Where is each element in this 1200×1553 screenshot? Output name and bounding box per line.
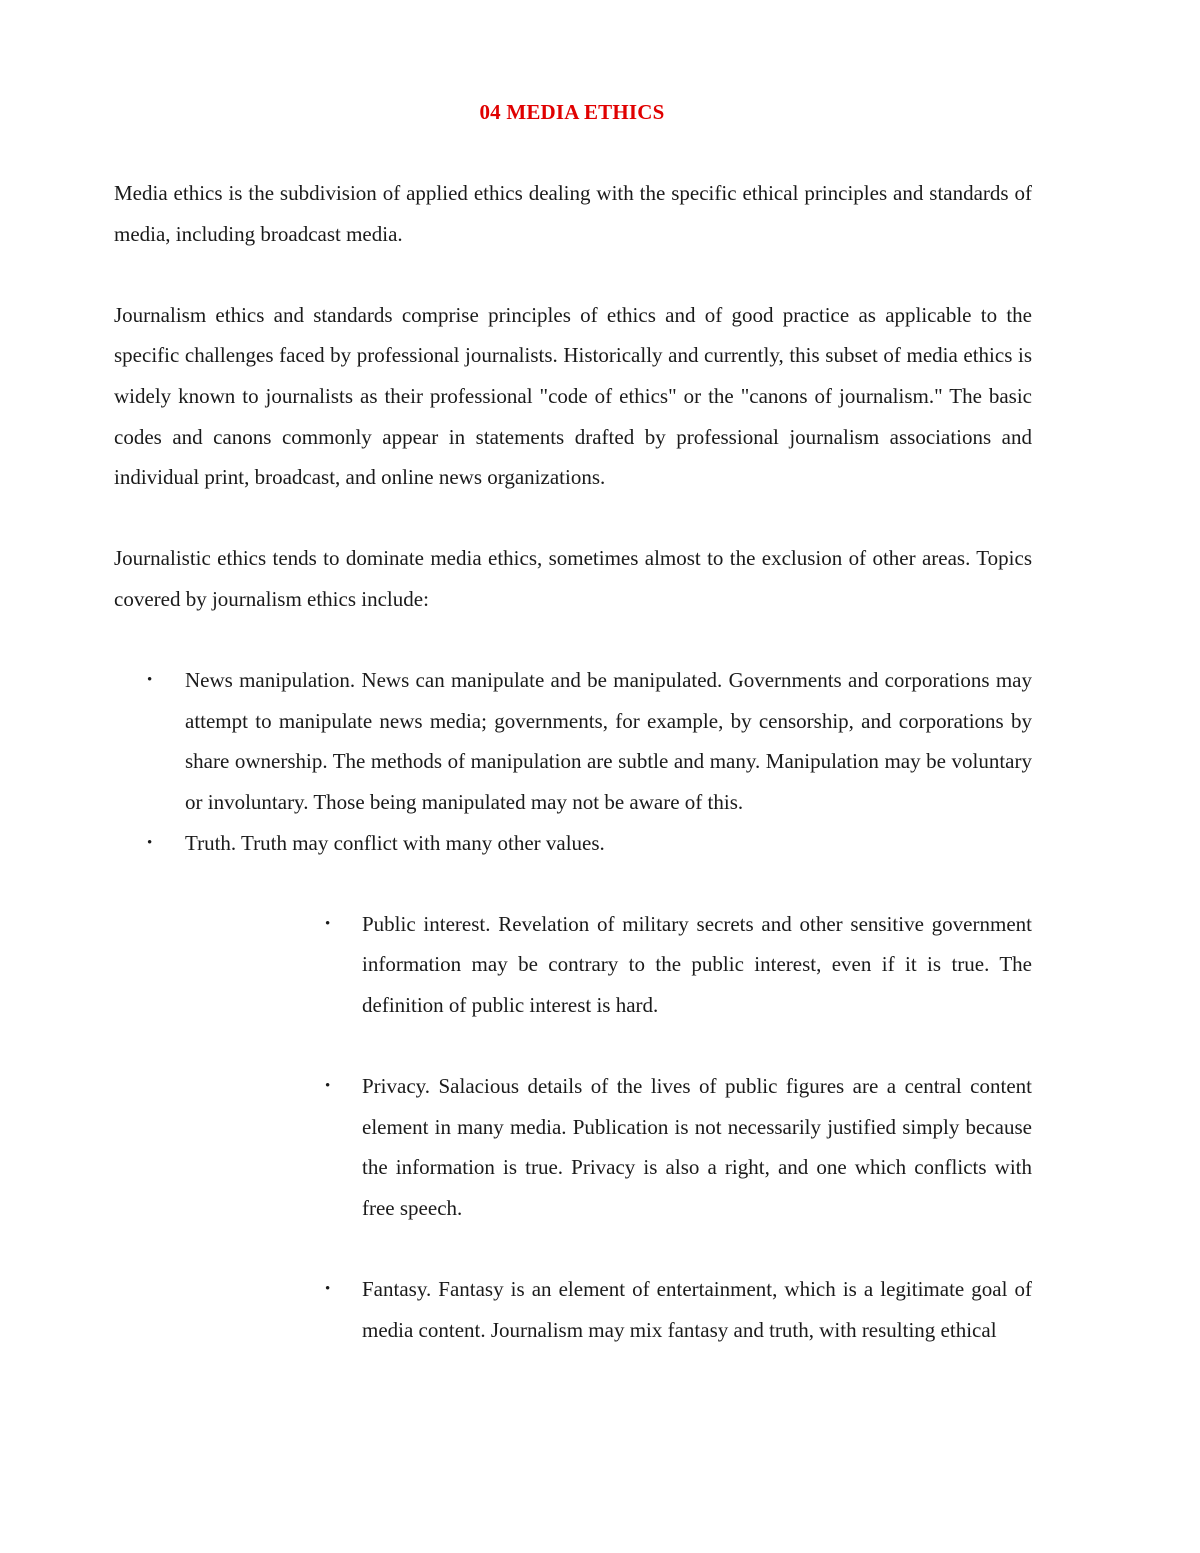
list-item-news-manipulation <box>114 660 1032 822</box>
bullet-icon: • <box>325 915 331 932</box>
sub-list-item-privacy <box>185 1066 1032 1228</box>
sub-list-item-text: Public interest. Revelation of military secrets and other sensitive government information may be contrary to the public interest, even if it is true. The definition of public interest is hard. <box>362 911 1032 1017</box>
list-item-text: Truth. Truth may conflict with many other values. <box>185 830 605 855</box>
bullet-icon: • <box>325 1078 331 1095</box>
sub-list-item-public-interest <box>185 904 1032 1026</box>
sub-list-item-text: Privacy. Salacious details of the lives of public figures are a central content element in many media. Publication is not necessarily justified simply because the information is true. Privacy is also a right, and one which conflicts with free speech. <box>362 1074 1032 1220</box>
list-item-truth <box>114 823 1032 1351</box>
sub-list-item-fantasy <box>185 1269 1032 1350</box>
paragraph-media-ethics-definition: Media ethics is the subdivision of applied ethics dealing with the specific ethical principles and standards of media, including broadcast media. <box>114 181 1032 246</box>
document-body <box>114 173 1032 1391</box>
paragraph-journalism-ethics: Journalism ethics and standards comprise principles of ethics and of good practice as applicable to the specific challenges faced by professional journalists. Historically and currently, this subset of media ethics is widely known to journalists as their professional "code of ethics" or the "canons of journalism." The basic codes and canons commonly appear in statements drafted by professional journalism associations and individual print, broadcast, and online news organizations. <box>114 302 1032 490</box>
bullet-icon: • <box>147 672 153 689</box>
sub-list-item-text: Fantasy. Fantasy is an element of entertainment, which is a legitimate goal of media content. Journalism may mix fantasy and truth, with resulting ethical <box>362 1277 1032 1342</box>
topic-list <box>114 660 1032 1350</box>
document-title: 04 MEDIA ETHICS <box>479 100 665 124</box>
bullet-icon: • <box>325 1281 331 1298</box>
paragraph-journalistic-ethics-topics: Journalistic ethics tends to dominate media ethics, sometimes almost to the exclusion of other areas. Topics covered by journalism ethics include: <box>114 546 1032 611</box>
bullet-icon: • <box>147 834 153 851</box>
truth-subtopic-list <box>185 904 1032 1351</box>
list-item-text: News manipulation. News can manipulate and be manipulated. Governments and corporations may attempt to manipulate news media; governments, for example, by censorship, and corporations by share ownership. The methods of manipulation are subtle and many. Manipulation may be voluntary or involuntary. Those being manipulated may not be aware of this. <box>185 668 1032 814</box>
